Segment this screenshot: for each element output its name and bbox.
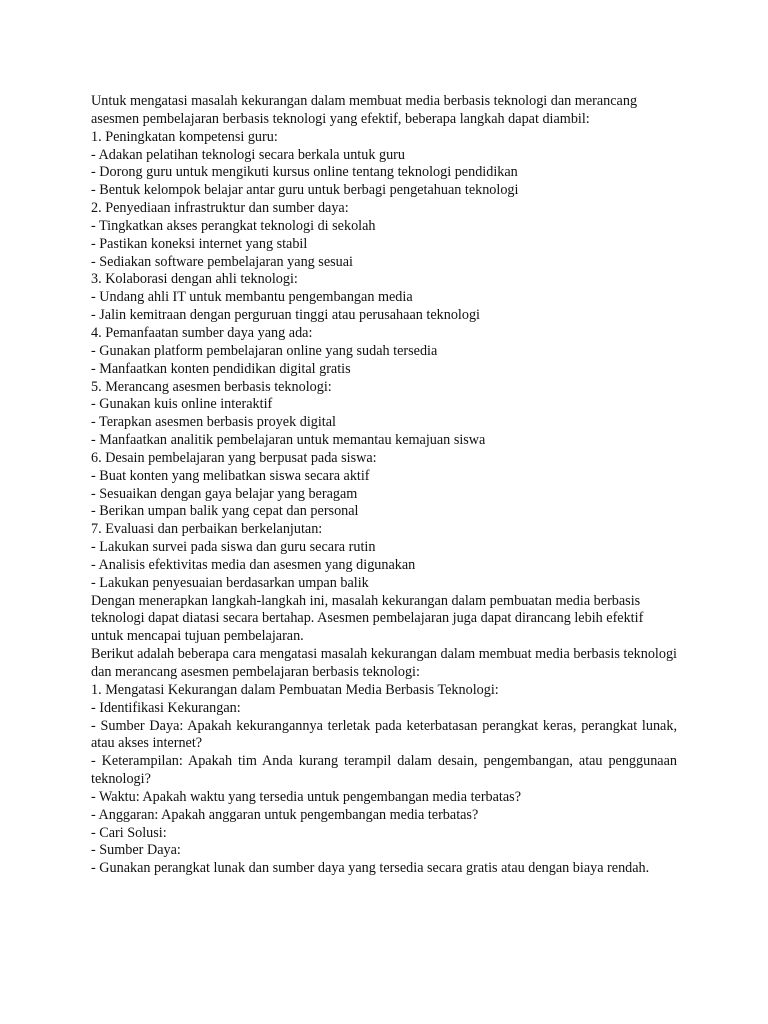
anggaran-question: - Anggaran: Apakah anggaran untuk pengembangan media terbatas? [91, 806, 479, 823]
document-body [91, 93, 677, 878]
list-item: - Bentuk kelompok belajar antar guru untuk berbagi pengetahuan teknologi [91, 182, 519, 199]
list-item: 2. Penyediaan infrastruktur dan sumber daya: [91, 200, 349, 217]
sumber-daya-label: - Sumber Daya: [91, 842, 181, 859]
list-item: 3. Kolaborasi dengan ahli teknologi: [91, 271, 298, 288]
keterampilan-question: - Keterampilan: Apakah tim Anda kurang terampil dalam desain, pengembangan, atau penggunaan teknologi? [91, 753, 677, 788]
intro-paragraph: Untuk mengatasi masalah kekurangan dalam membuat media berbasis teknologi dan merancang asesmen pembelajaran berbasis teknologi yang efektif, beberapa langkah dapat diambil: [91, 93, 638, 127]
list-item: - Tingkatkan akses perangkat teknologi di sekolah [91, 217, 376, 234]
list-item: - Lakukan survei pada siswa dan guru secara rutin [91, 539, 376, 556]
list-item: - Gunakan platform pembelajaran online yang sudah tersedia [91, 342, 438, 359]
list-item: - Pastikan koneksi internet yang stabil [91, 235, 308, 252]
list-item: 7. Evaluasi dan perbaikan berkelanjutan: [91, 521, 323, 538]
list-item: 4. Pemanfaatan sumber daya yang ada: [91, 324, 313, 341]
list-item: - Jalin kemitraan dengan perguruan tinggi atau perusahaan teknologi [91, 307, 480, 324]
list-item: 6. Desain pembelajaran yang berpusat pada siswa: [91, 449, 377, 466]
list-item: - Sesuaikan dengan gaya belajar yang beragam [91, 485, 358, 502]
list-item: - Undang ahli IT untuk membantu pengembangan media [91, 289, 413, 306]
waktu-question: - Waktu: Apakah waktu yang tersedia untuk pengembangan media terbatas? [91, 788, 521, 805]
identify-label: - Identifikasi Kekurangan: [91, 699, 241, 716]
sumber-daya-question: - Sumber Daya: Apakah kekurangannya terletak pada keterbatasan perangkat keras, perangkat lunak, atau akses internet? [91, 717, 677, 752]
list-item: - Manfaatkan analitik pembelajaran untuk memantau kemajuan siswa [91, 432, 486, 449]
gunakan-paragraph: - Gunakan perangkat lunak dan sumber daya yang tersedia secara gratis atau dengan biaya rendah. [91, 860, 650, 877]
section2-heading: 1. Mengatasi Kekurangan dalam Pembuatan Media Berbasis Teknologi: [91, 681, 499, 698]
list-item: - Lakukan penyesuaian berdasarkan umpan balik [91, 574, 369, 591]
list-item: - Dorong guru untuk mengikuti kursus online tentang teknologi pendidikan [91, 164, 518, 181]
list-item: - Gunakan kuis online interaktif [91, 396, 273, 413]
list-item: - Buat konten yang melibatkan siswa secara aktif [91, 467, 370, 484]
cari-solusi-label: - Cari Solusi: [91, 824, 167, 841]
list-item: 1. Peningkatan kompetensi guru: [91, 128, 278, 145]
list-item: - Manfaatkan konten pendidikan digital gratis [91, 360, 351, 377]
list-item: - Sediakan software pembelajaran yang sesuai [91, 253, 353, 270]
list-item: - Terapkan asesmen berbasis proyek digital [91, 414, 336, 431]
list-item: - Berikan umpan balik yang cepat dan personal [91, 503, 359, 520]
list-item: - Adakan pelatihan teknologi secara berkala untuk guru [91, 146, 405, 163]
conclusion-paragraph: Dengan menerapkan langkah-langkah ini, masalah kekurangan dalam pembuatan media berbasis teknologi dapat diatasi secara bertahap. Asesmen pembelajaran juga dapat dirancang lebih efektif untuk mencapai tujuan pembelajaran. [91, 592, 644, 645]
list-item: 5. Merancang asesmen berbasis teknologi: [91, 378, 332, 395]
list-item: - Analisis efektivitas media dan asesmen yang digunakan [91, 556, 416, 573]
section2-intro: Berikut adalah beberapa cara mengatasi masalah kekurangan dalam membuat media berbasis teknologi dan merancang asesmen pembelajaran berbasis teknologi: [91, 646, 677, 680]
